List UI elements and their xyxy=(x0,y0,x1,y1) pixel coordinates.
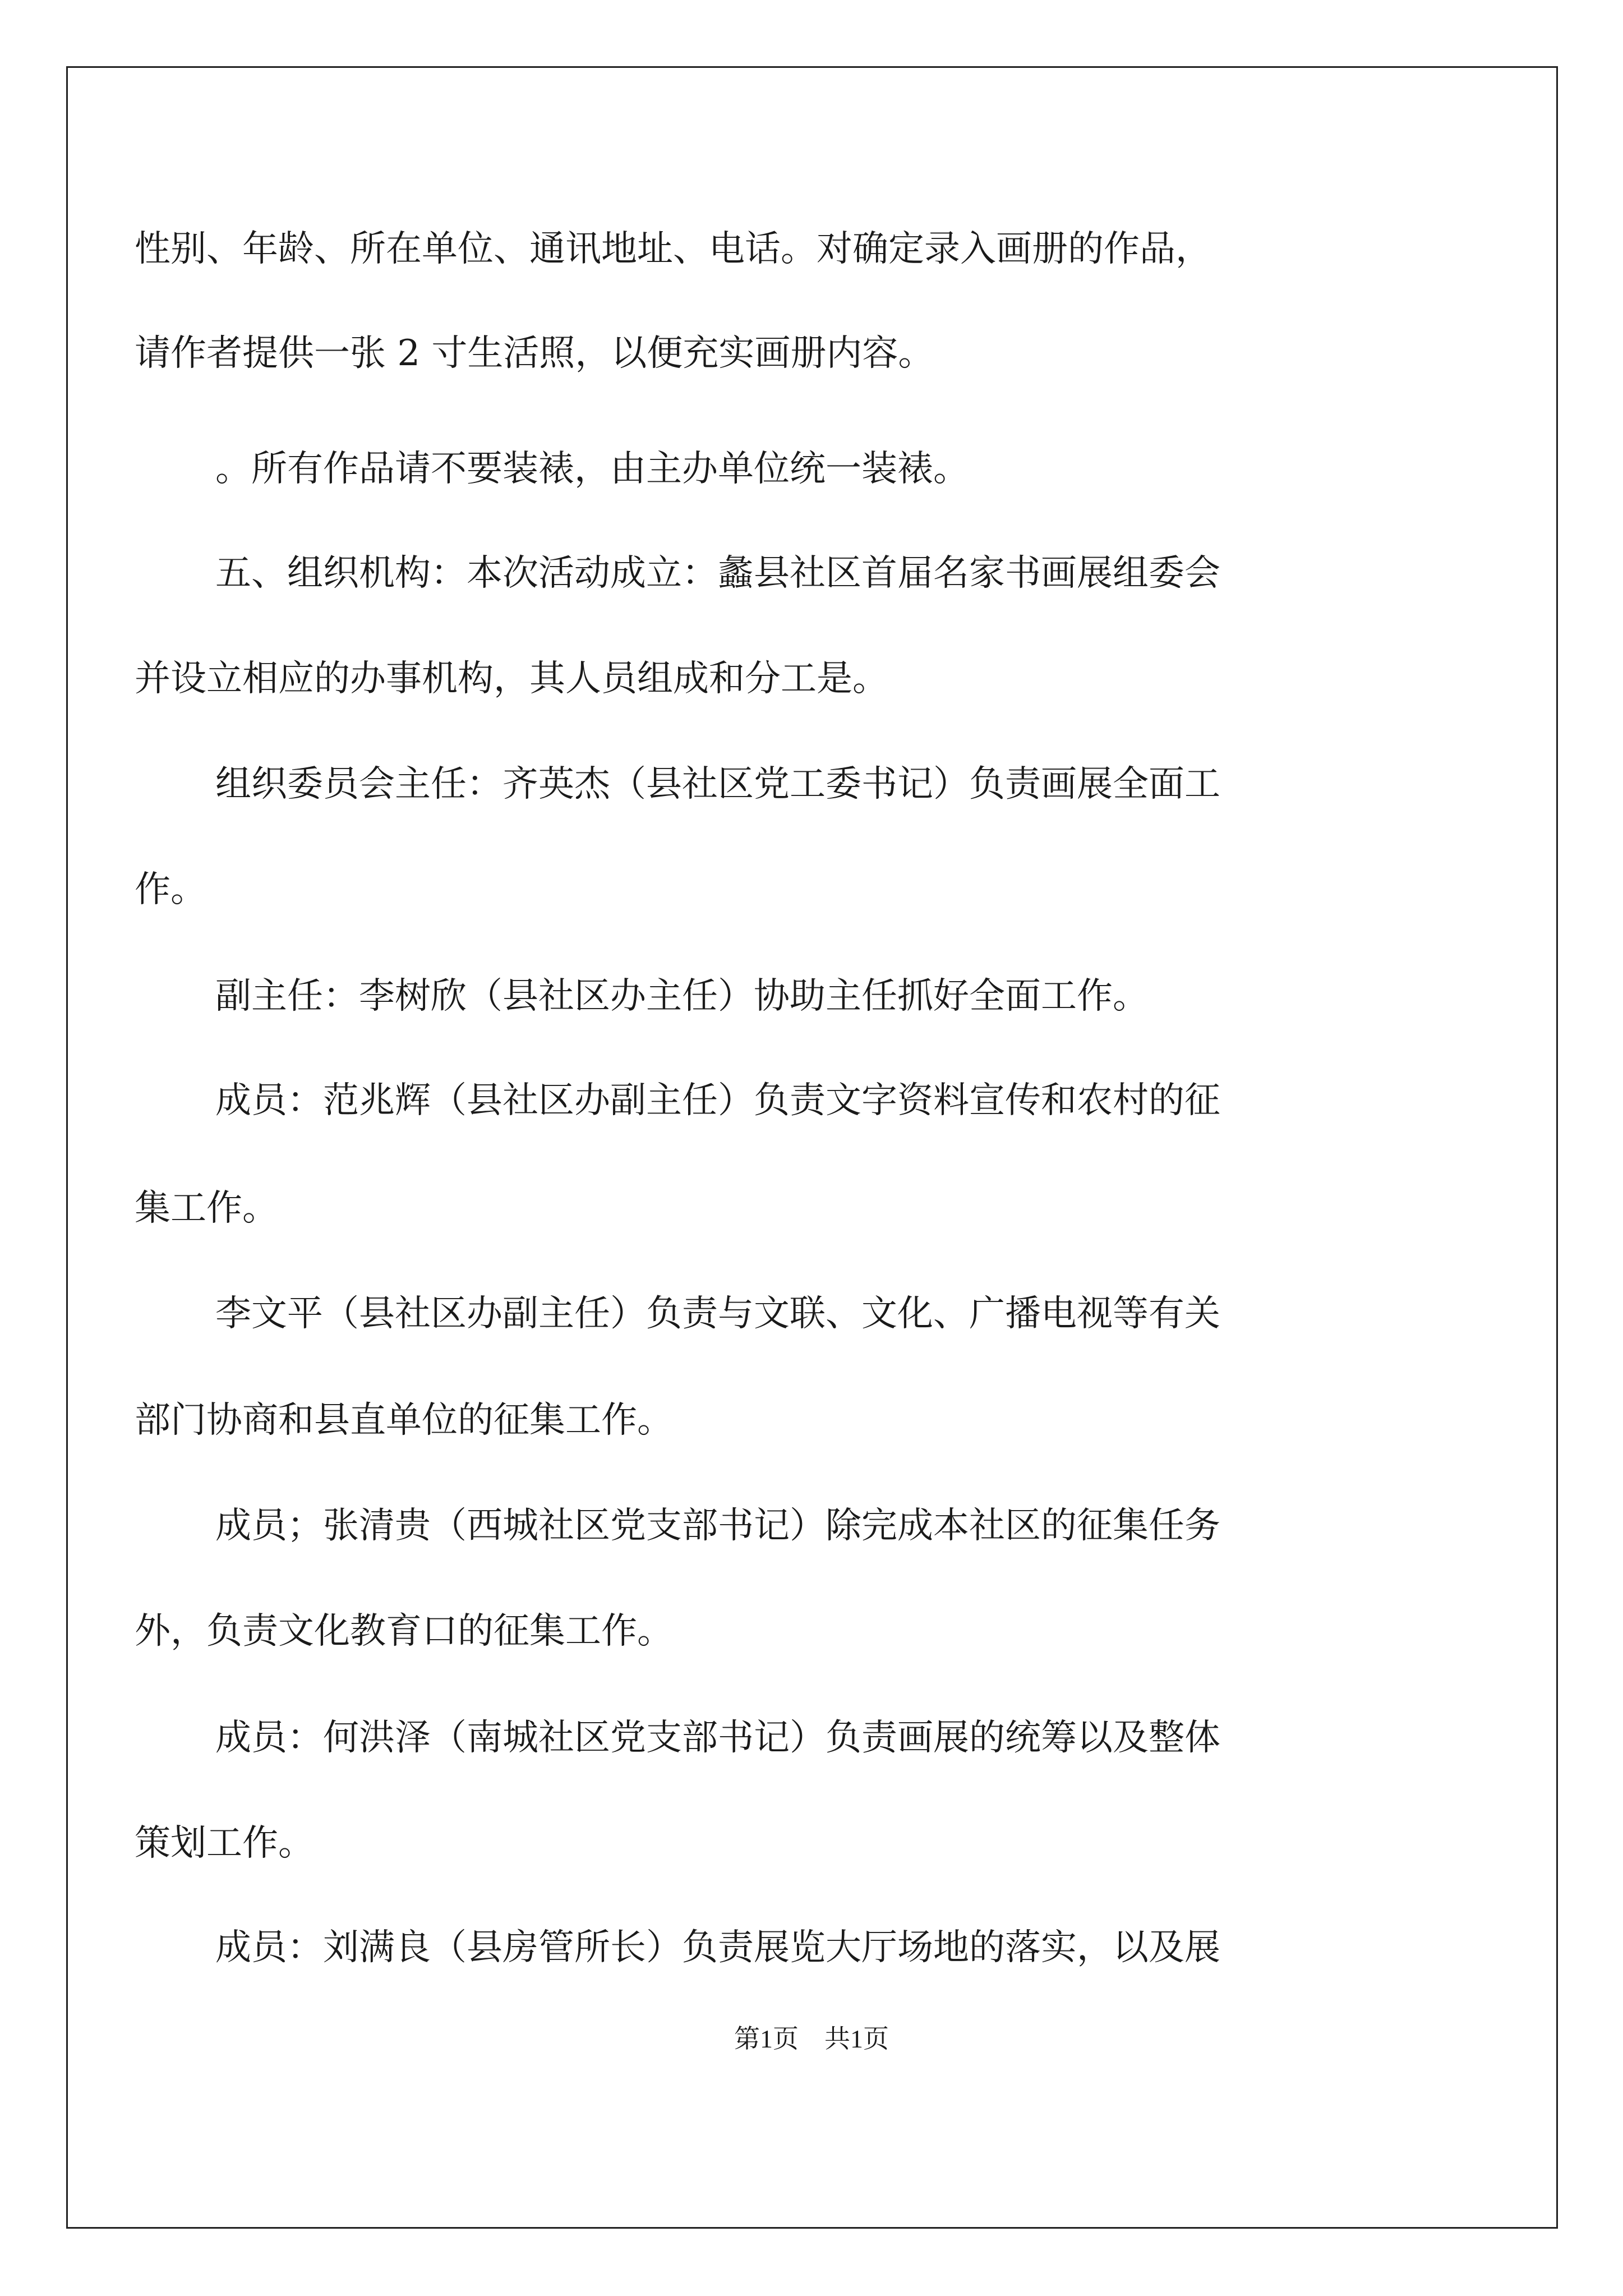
text-line-15: 成员：何洪泽（南城社区党支部书记）负责画展的统筹以及整体 xyxy=(215,1717,1220,1759)
text-line-14: 外，负责文化教育口的征集工作。 xyxy=(135,1611,673,1652)
text-line-3: 。所有作品请不要装裱，由主办单位统一装裱。 xyxy=(215,448,969,490)
text-line-12: 部门协商和县直单位的征集工作。 xyxy=(135,1400,673,1441)
page-number-footer: 第1页 共1页 xyxy=(734,2024,889,2053)
text-line-7: 作。 xyxy=(135,869,206,910)
page-border xyxy=(66,66,1558,2229)
text-line-6: 组织委员会主任：齐英杰（县社区党工委书记）负责画展全面工 xyxy=(215,763,1220,805)
text-line-9: 成员：范兆辉（县社区办副主任）负责文字资料宣传和农村的征 xyxy=(215,1080,1220,1121)
text-line-4: 五、组织机构：本次活动成立：蠡县社区首届名家书画展组委会 xyxy=(215,553,1220,594)
text-line-13: 成员；张清贵（西城社区党支部书记）除完成本社区的征集任务 xyxy=(215,1505,1220,1547)
text-line-5: 并设立相应的办事机构，其人员组成和分工是。 xyxy=(135,658,888,700)
text-line-11: 李文平（县社区办副主任）负责与文联、文化、广播电视等有关 xyxy=(215,1293,1220,1335)
text-line-2: 请作者提供一张 2 寸生活照，以便充实画册内容。 xyxy=(135,333,934,374)
text-line-1: 性别、年龄、所在单位、通讯地址、电话。对确定录入画册的作品， xyxy=(135,228,1211,270)
text-line-17: 成员：刘满良（县房管所长）负责展览大厅场地的落实，以及展 xyxy=(215,1927,1220,1968)
text-line-10: 集工作。 xyxy=(135,1188,278,1229)
text-line-16: 策划工作。 xyxy=(135,1823,314,1864)
text-line-8: 副主任：李树欣（县社区办主任）协助主任抓好全面工作。 xyxy=(215,976,1149,1017)
